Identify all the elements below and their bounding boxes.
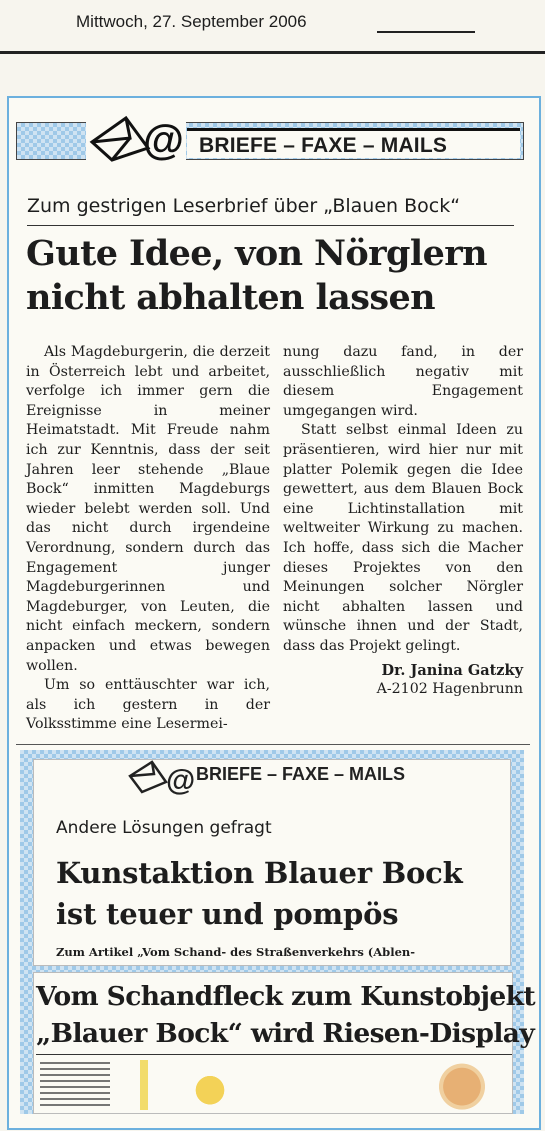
- clipping-banner: BRIEFE – FAXE – MAILS: [196, 764, 406, 784]
- author-location: A-2102 Hagenbrunn: [376, 681, 523, 698]
- page-top-rule: [0, 51, 545, 54]
- clipping-2-text-lines: [40, 1062, 110, 1106]
- dateline-rule: [377, 31, 475, 33]
- body-column-right: [283, 343, 523, 700]
- envelope-at-icon: [126, 758, 198, 798]
- dateline: Mittwoch, 27. September 2006: [76, 12, 307, 31]
- svg-text:@: @: [143, 116, 184, 163]
- clipping-kicker: Andere Lösungen gefragt: [56, 818, 272, 838]
- clipping-subline: Zum Artikel „Vom Schand- des Straßenverkehrs (Ablen-: [56, 945, 416, 959]
- clipping-2-image: [140, 1060, 148, 1110]
- headline-line-1: Gute Idee, von Nörglern: [26, 233, 487, 274]
- clipping-2-headline-line-2: „Blauer Bock“ wird Riesen-Display: [36, 1018, 535, 1049]
- envelope-at-icon: [86, 112, 186, 164]
- article-kicker: Zum gestrigen Leserbrief über „Blauen Bock“: [27, 195, 461, 217]
- clipping-2-headline-line-1: Vom Schandfleck zum Kunstobjekt: [36, 981, 536, 1012]
- author-name: Dr. Janina Gatzky: [381, 661, 523, 679]
- clipping-2-photo: [432, 1058, 492, 1110]
- body-paragraph: Statt selbst einmal Ideen zu präsentieren, wird hier nur mit platter Polemik gegen die Idee gewettert, aus dem Blauen Bock eine Lichtinstallation mit weltweiter Wirkung zu machen. Ich hoffe, dass sich die Macher dieses Projektes von den Meinungen solcher Nörgler nicht abhalten lassen und wünsche ihnen und der Stadt, dass das Projekt gelingt.: [283, 422, 523, 654]
- body-paragraph: Als Magdeburgerin, die derzeit in Österreich lebt und arbeitet, verfolge ich immer gern die Ereignisse in meiner Heimatstadt. Mit Freude nahm ich zur Kenntnis, dass der seit Jahren leer stehende „Blaue Bock“ inmitten Magdeburgs wieder belebt werden soll. Und das nicht durch irgendeine Verordnung, sondern durch das Engagement junger Magdeburgerinnen und Magdeburger, von Leuten, die nicht einfach meckern, sondern anpacken und etwas bewegen wollen.: [26, 344, 270, 674]
- headline-line-2: nicht abhalten lassen: [26, 277, 435, 318]
- clipping-divider: [16, 744, 530, 745]
- clipping-2-photo: [190, 1066, 230, 1110]
- section-banner: BRIEFE – FAXE – MAILS: [187, 128, 520, 158]
- body-column-left: [26, 343, 270, 735]
- svg-text:@: @: [166, 764, 196, 797]
- article-headline: [26, 232, 526, 320]
- clipping-headline-line-2: ist teuer und pompös: [56, 897, 399, 931]
- clipping-headline-line-1: Kunstaktion Blauer Bock: [56, 856, 463, 890]
- kicker-rule: [27, 225, 514, 226]
- clipping-2-headline: [36, 978, 536, 1052]
- clipping-headline: [56, 853, 506, 935]
- clipping-2-rule: [36, 1054, 512, 1055]
- body-paragraph: Um so enttäuschter war ich, als ich gestern in der Volksstimme eine Lesermei-: [26, 677, 270, 733]
- body-paragraph: nung dazu fand, in der ausschließlich negativ mit diesem Engagement umgegangen wird.: [283, 344, 523, 419]
